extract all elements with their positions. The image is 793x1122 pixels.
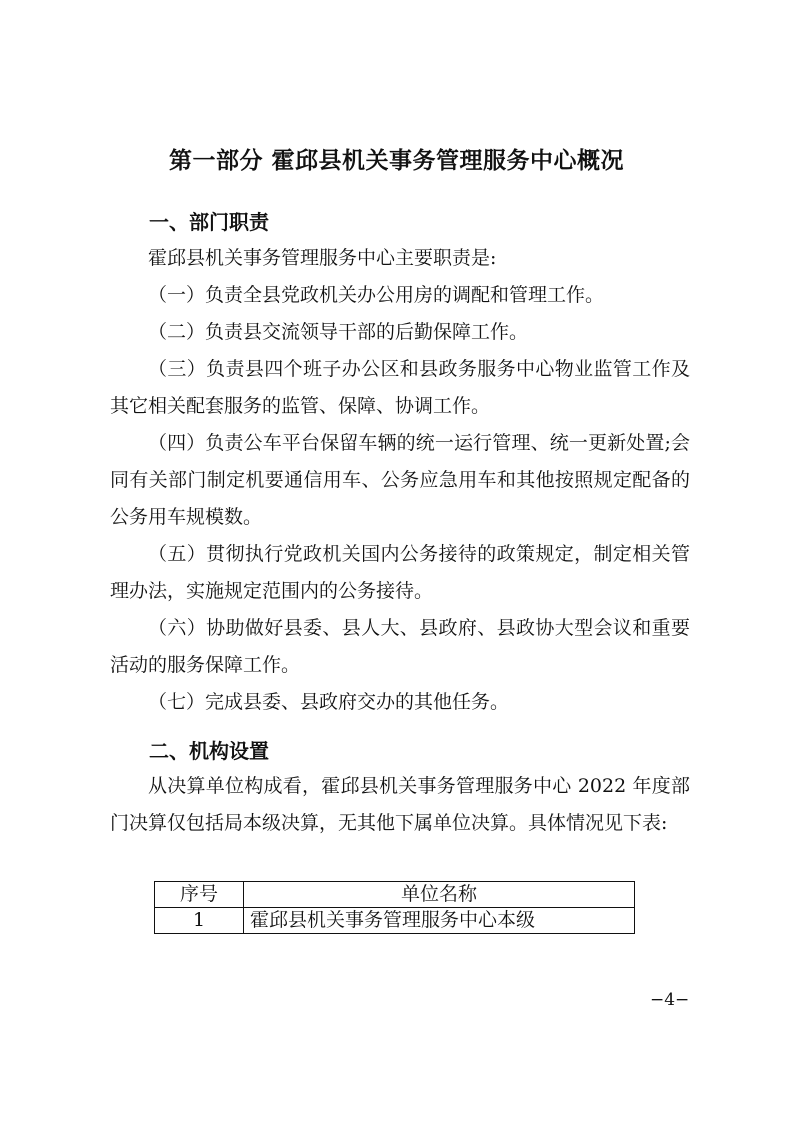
structure-body: [110, 768, 690, 842]
duties-intro: 霍邱县机关事务管理服务中心主要职责是:: [148, 247, 497, 269]
duty-item: （三）负责县四个班子办公区和县政务服务中心物业监管工作及其它相关配套服务的监管、保障、协调工作。: [110, 358, 690, 417]
duties-body: [110, 240, 690, 721]
duty-item: （二）负责县交流领导干部的后勤保障工作。: [148, 321, 529, 343]
duty-item: （四）负责公车平台保留车辆的统一运行管理、统一更新处置;会同有关部门制定机要通信用车、公务应急用车和其他按照规定配备的公务用车规模数。: [110, 432, 690, 528]
table-cell-index: 1: [155, 908, 244, 934]
table-header-row: [155, 882, 635, 908]
page-title: 第一部分 霍邱县机关事务管理服务中心概况: [168, 148, 624, 174]
duty-item: （一）负责全县党政机关办公用房的调配和管理工作。: [148, 284, 605, 306]
duty-item: （六）协助做好县委、县人大、县政府、县政协大型会议和重要活动的服务保障工作。: [110, 617, 690, 676]
table-header-unit-name: 单位名称: [244, 882, 635, 908]
section-heading-duties: 一、部门职责: [149, 210, 269, 234]
table-row: [155, 908, 635, 934]
page-number: −4−: [650, 990, 690, 1010]
section-heading-structure: 二、机构设置: [149, 739, 269, 763]
structure-text: 从决算单位构成看，霍邱县机关事务管理服务中心 2022 年度部门决算仅包括局本级决算，无其他下属单位决算。具体情况见下表:: [110, 775, 690, 834]
unit-table: [154, 881, 635, 934]
duty-item: （七）完成县委、县政府交办的其他任务。: [148, 691, 510, 713]
duty-item: （五）贯彻执行党政机关国内公务接待的政策规定，制定相关管理办法，实施规定范围内的公务接待。: [110, 543, 690, 602]
table-header-index: 序号: [155, 882, 244, 908]
table-cell-unit-name: 霍邱县机关事务管理服务中心本级: [244, 908, 635, 934]
